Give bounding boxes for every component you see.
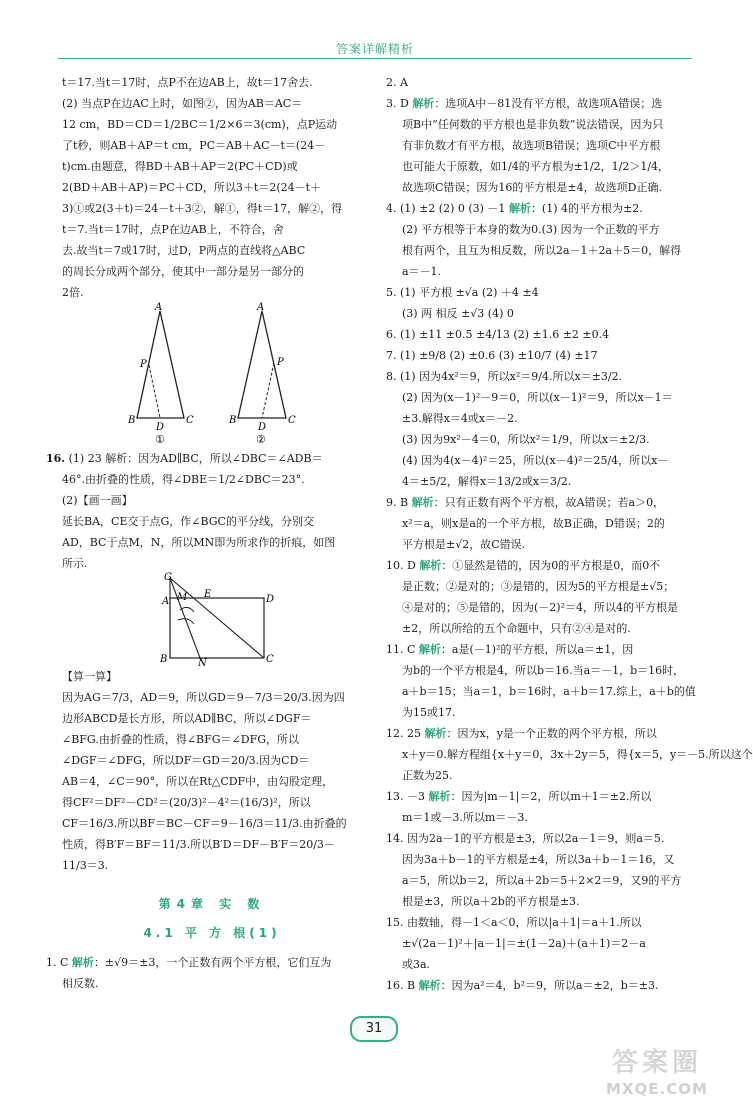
text-line: 2倍. xyxy=(62,286,84,299)
label-e: E xyxy=(204,589,212,600)
analysis-label: 解析 xyxy=(508,202,531,215)
text-line: 有非负数才有平方根，故选项B错误；选项C中平方根 xyxy=(402,139,661,152)
rectangle-fold-svg xyxy=(62,572,362,669)
calc-block xyxy=(62,666,362,876)
answer-10: 10. D 解析：①显然是错的，因为0的平方根是0，而0不 xyxy=(386,559,661,572)
analysis-label: 解析 xyxy=(411,496,434,509)
text-line: CF＝16/3.所以BF＝BC－CF＝9－16/3＝11/3.由折叠的 xyxy=(62,817,347,830)
text-line: (3) 两 相反 ±√3 (4) 0 xyxy=(402,307,514,320)
text-line: 4＝±5/2，解得x＝13/2或x＝3/2. xyxy=(402,475,572,488)
watermark-text: MXQE.COM xyxy=(606,1080,708,1098)
text-line: 故选项C错误；因为16的平方根是±4，故选项D正确. xyxy=(402,181,662,194)
answer-7: 7. (1) ±9/8 (2) ±0.6 (3) ±10/7 (4) ±17 xyxy=(386,349,598,362)
label-d-1: D xyxy=(156,422,165,433)
label-d-2: D xyxy=(258,422,267,433)
chapter-title: 第4章 实 数 xyxy=(158,897,266,911)
text-line: 了t秒，则AB＋AP＝t cm，PC＝AB＋AC－t＝(24－ xyxy=(62,139,326,152)
text-line: (2)【画一画】 xyxy=(62,494,133,507)
text-line: 得CF²＝DF²－CD²＝(20/3)²－4²＝(16/3)²，所以 xyxy=(62,796,311,809)
right-column xyxy=(386,72,753,996)
text-line: 性质，得B′F＝BF＝11/3.所以B′D＝DF－B′F＝20/3－ xyxy=(62,838,335,851)
label-c-1: C xyxy=(186,415,194,426)
analysis-label: 解析 xyxy=(412,97,435,110)
line-gc xyxy=(170,578,264,658)
answer-13: 13. －3 解析：因为|m－1|＝2，所以m＋1＝±2.所以 xyxy=(386,790,652,803)
text-line: 为b的一个平方根是4，所以b＝16.当a＝－1，b＝16时， xyxy=(402,664,685,677)
label-c-2: C xyxy=(288,415,296,426)
text-line: a＝－1. xyxy=(402,265,442,278)
fold-line-mn xyxy=(170,578,200,658)
answer-12: 12. 25 解析：因为x，y是一个正数的两个平方根，所以 xyxy=(386,727,657,740)
text-line: 根有两个，且互为相反数，所以2a－1＋2a＋5＝0，解得 xyxy=(402,244,682,257)
label-a-1: A xyxy=(155,302,163,313)
text-line: a＋b＝15；当a＝1，b＝16时，a＋b＝17.综上，a＋b的值 xyxy=(402,685,696,698)
text-line: (2) 因为(x－1)²－9＝0，所以(x－1)²＝9，所以x－1＝ xyxy=(402,391,673,404)
answer-3: 3. D 解析：选项A中－81没有平方根，故选项A错误；选 xyxy=(386,97,663,110)
text-line: (2) 平方根等于本身的数为0.(3) 因为一个正数的平方 xyxy=(402,223,660,236)
text-line: m＝1或－3.所以m＝－3. xyxy=(402,811,528,824)
section-title: 4.1 平 方 根(1) xyxy=(143,926,281,940)
text-line: ±3.解得x＝4或x＝－2. xyxy=(402,412,518,425)
text-line: 的周长分成两个部分，使其中一部分是另一部分的 xyxy=(62,265,304,278)
answer-16: 16. B 解析：因为a²＝4，b²＝9，所以a＝±2，b＝±3. xyxy=(386,979,659,992)
header-title: 答案详解精析 xyxy=(335,42,414,56)
text-line: t＝17.当t＝17时，点P不在边AB上，故t＝17舍去. xyxy=(62,76,313,89)
text-line: 46°.由折叠的性质，得∠DBE＝1/2∠DBC＝23°. xyxy=(62,473,305,486)
answer-9: 9. B 解析：只有正数有两个平方根，故A错误；若a＞0， xyxy=(386,496,665,509)
dashed-line-pd-1 xyxy=(149,365,160,418)
label-g: G xyxy=(164,572,172,583)
triangle-figures-svg xyxy=(62,303,362,448)
label-d: D xyxy=(266,594,275,605)
text-line: ±√(2a－1)²＋|a－1|＝±(1－2a)＋(a＋1)＝2－a xyxy=(402,937,646,950)
analysis-label: 解析 xyxy=(418,643,441,656)
text-line: 1. C 解析：±√9＝±3，一个正数有两个平方根，它们互为 xyxy=(46,956,332,969)
analysis-label: 解析 xyxy=(428,790,451,803)
label-b-2: B xyxy=(229,415,237,426)
answer-11: 11. C 解析：a是(－1)²的平方根，所以a＝±1，因 xyxy=(386,643,634,656)
text-line: 正数为25. xyxy=(402,769,453,782)
text-line: a＝5，所以b＝2，所以a＋2b＝5＋2×2＝9，又9的平方 xyxy=(402,874,682,887)
label-a: A xyxy=(162,596,170,607)
text-line: 2(BD＋AB＋AP)＝PC＋CD，所以3＋t＝2(24－t＋ xyxy=(62,181,322,194)
text-span: (1) 23 解析：因为AD∥BC，所以∠DBC＝∠ADB＝ xyxy=(68,452,323,465)
text-line: 3)①或2(3＋t)＝24－t＋3②，解①，得t＝17，解②，得 xyxy=(62,202,343,215)
text-line: x＋y＝0.解方程组{x＋y＝0，3x＋2y＝5，得{x＝5，y＝－5.所以这个 xyxy=(402,748,753,761)
text-line: x²＝a，则x是a的一个平方根，故B正确，D错误；2的 xyxy=(402,517,665,530)
text-line: 相反数. xyxy=(62,977,99,990)
q15-continued xyxy=(62,72,362,303)
analysis-label: 解析 xyxy=(419,559,442,572)
page-header xyxy=(0,0,750,58)
triangle-figures xyxy=(62,303,362,448)
text-line: AD，BC于点M，N，所以MN即为所求作的折痕，如图 xyxy=(62,536,336,549)
dashed-line-pd-2 xyxy=(262,363,274,418)
caption-2: ② xyxy=(256,433,266,446)
answer-14: 14. 因为2a－1的平方根是±3，所以2a－1＝9，则a＝5. xyxy=(386,832,665,845)
answer-5: 5. (1) 平方根 ±√a (2) ＋4 ±4 xyxy=(386,286,539,299)
text-line: t＝7.当t＝17时，点P在边AB上，不符合，舍 xyxy=(62,223,284,236)
text-line: AB＝4，∠C＝90°，所以在Rt△CDF中，由勾股定理， xyxy=(62,775,334,788)
label-p-2: P xyxy=(277,357,284,368)
text-line: 延长BA，CE交于点G，作∠BGC的平分线，分别交 xyxy=(62,515,314,528)
text-line: 平方根是±√2，故C错误. xyxy=(402,538,526,551)
triangle-figure-1 xyxy=(127,302,194,446)
text-line: (3) 因为9x²－4＝0，所以x²＝1/9，所以x＝±2/3. xyxy=(402,433,650,446)
text-line: 所示. xyxy=(62,557,88,570)
text-line: 项B中“任何数的平方根也是非负数”说法错误，因为只 xyxy=(402,118,664,131)
q1-block xyxy=(46,952,362,994)
text-line: 去.故当t＝7或17时，过D，P两点的直线将△ABC xyxy=(62,244,306,257)
text-line: 是正数；②是对的；③是错的，因为5的平方根是±√5； xyxy=(402,580,675,593)
rectangle-abcd xyxy=(170,598,264,658)
header-rule xyxy=(58,58,692,59)
answer-15: 15. 由数轴，得－1＜a＜0，所以|a＋1|＝a＋1.所以 xyxy=(386,916,642,929)
caption-1: ① xyxy=(155,433,165,446)
text-line: 【算一算】 xyxy=(62,670,117,683)
label-m: M xyxy=(177,592,188,603)
answer-2: 2. A xyxy=(386,76,408,89)
left-column xyxy=(46,72,362,994)
label-n: N xyxy=(198,658,207,669)
text-line: (4) 因为4(x－4)²＝25，所以(x－4)²＝25/4，所以x－ xyxy=(402,454,669,467)
page-number: 31 xyxy=(350,1016,398,1042)
analysis-label: 解析 xyxy=(418,979,441,992)
text-line xyxy=(46,448,362,469)
text-line: ④是对的；⑤是错的，因为(－2)²＝4，所以4的平方根是 xyxy=(402,601,678,614)
text-line: t)cm.由题意，得BD＋AB＋AP＝2(PC＋CD)或 xyxy=(62,160,298,173)
label-a-2: A xyxy=(257,302,265,313)
answer-4: 4. (1) ±2 (2) 0 (3) －1 解析：(1) 4的平方根为±2. xyxy=(386,202,643,215)
label-c: C xyxy=(266,654,274,665)
text-line: 因为3a＋b－1的平方根是±4，所以3a＋b－1＝16，又 xyxy=(402,853,675,866)
text-line: 11/3＝3. xyxy=(62,859,109,872)
text-line: 边形ABCD是长方形，所以AD∥BC，所以∠DGF＝ xyxy=(62,712,312,725)
rectangle-fold-figure xyxy=(62,572,362,669)
watermark-seal: 答案圈 xyxy=(612,1048,703,1078)
q16-block xyxy=(46,448,362,574)
text-line: (2) 当点P在边AC上时，如图②，因为AB＝AC＝ xyxy=(62,97,303,110)
text-line: ∠DGF＝∠DFG，所以DF＝GD＝20/3.因为CD＝ xyxy=(62,754,310,767)
text-line: 12 cm，BD＝CD＝1/2BC＝1/2×6＝3(cm)，点P运动 xyxy=(62,118,338,131)
analysis-label: 解析 xyxy=(71,956,94,969)
text-line: 为15或17. xyxy=(402,706,456,719)
text-line: 或3a. xyxy=(402,958,431,971)
text-line: 根是±3，所以a＋2b的平方根是±3. xyxy=(402,895,580,908)
answer-6: 6. (1) ±11 ±0.5 ±4/13 (2) ±1.6 ±2 ±0.4 xyxy=(386,328,610,341)
answer-8: 8. (1) 因为4x²＝9，所以x²＝9/4.所以x＝±3/2. xyxy=(386,370,623,383)
label-b: B xyxy=(160,654,168,665)
text-line: 也可能大于原数，如1/4的平方根为±1/2，1/2＞1/4， xyxy=(402,160,670,173)
label-p-1: P xyxy=(140,359,147,370)
triangle-figure-2 xyxy=(228,302,296,446)
watermark-logo xyxy=(600,1040,740,1102)
text-line: ∠BFG.由折叠的性质，得∠BFG＝∠DFG，所以 xyxy=(62,733,299,746)
question-number: 16. xyxy=(46,452,66,465)
text-line: ±2，所以所给的五个命题中，只有②④是对的. xyxy=(402,622,631,635)
label-b-1: B xyxy=(128,415,136,426)
analysis-label: 解析 xyxy=(424,727,447,740)
text-line: 因为AG＝7/3，AD＝9，所以GD＝9－7/3＝20/3.因为四 xyxy=(62,691,345,704)
